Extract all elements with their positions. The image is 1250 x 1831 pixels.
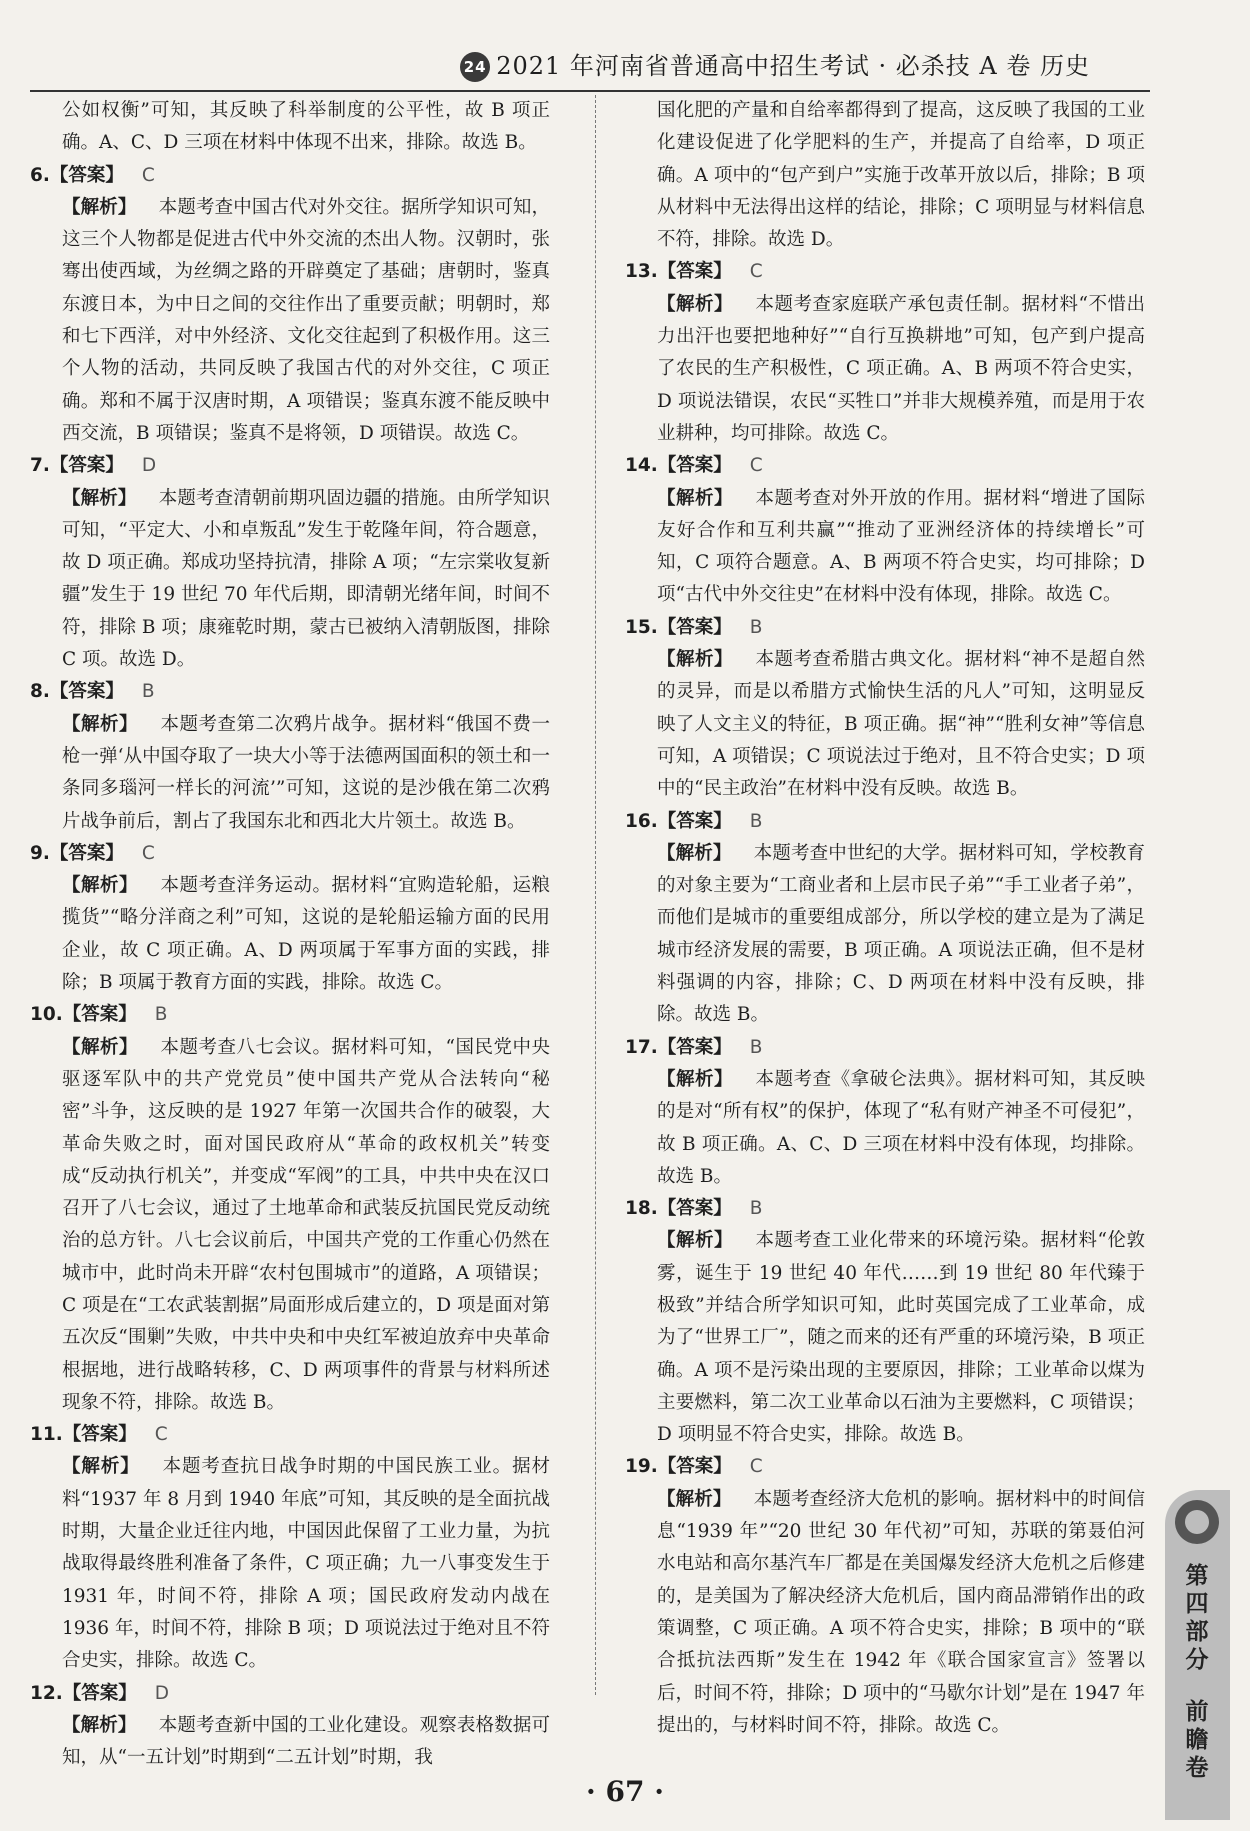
analysis-text: 本题考查抗日战争时期的中国民族工业。据材料“1937 年 8 月到 1940 年底”可知，其反映的是全面抗战时期，大量企业迁往内地，中国因此保留了工业力量，为抗战取得最终胜利准备了条件，C 项正确；九一八事变发生于 1931 年，时间不符，排除 A 项；国民政府发动内战在 1936 年，时间不符，排除 B 项；D 项说法过于绝对且不符合史实，排除。故选 C。 (62, 1456, 550, 1672)
analysis-paragraph (30, 192, 550, 450)
answer-label: 【答案】 (657, 810, 732, 832)
analysis-paragraph (625, 644, 1145, 805)
answer-value: B (749, 1198, 763, 1220)
analysis-text: 本题考查工业化带来的环境污染。据材料“伦敦雾，诞生于 19 世纪 40 年代……到 19 世纪 80 年代臻于极致”并结合所学知识可知，此时英国完成了工业革命，成为了“世界工厂”，随之而来的还有严重的环境污染，B 项正确。A 项不是污染出现的主要原因，排除；工业革命以煤为主要燃料，第二次工业革命以石油为主要燃料，C 项错误；D 项明显不符合史实，排除。故选 B。 (657, 1230, 1145, 1446)
analysis-label: 【解析】 (62, 1456, 140, 1478)
question-block (625, 1032, 1145, 1193)
analysis-text: 本题考查家庭联产承包责任制。据材料“不惜出力出汗也要把地种好”“自行互换耕地”可知，包产到户提高了农民的生产积极性，C 项正确。A、B 两项不符合史实，D 项说法错误，农民“买牲口”并非大规模养殖，而是用于农业耕种，均可排除。故选 C。 (657, 293, 1145, 444)
question-answer-line (625, 450, 1145, 482)
question-block (625, 612, 1145, 806)
section-side-tab (1165, 1490, 1230, 1820)
analysis-text: 本题考查八七会议。据材料可知，“国民党中央驱逐军队中的共产党党员”使中国共产党从合法转向“秘密”斗争，这反映的是 1927 年第一次国共合作的破裂，大革命失败之时，面对国民政府从“革命的政权机关”转变成“反动执行机关”，并变成“军阀”的工具，中共中央在汉口召开了八七会议，通过了土地革命和武装反抗国民党反动统治的总方针。八七会议前后，中国共产党的工作重心仍然在城市中，此时尚未开辟“农村包围城市”的道路，A 项错误；C 项是在“工农武装割据”局面形成后建立的，D 项是面对第五次反“围剿”失败，中共中央和中央红军被迫放弃中央革命根据地，进行战略转移，C、D 两项事件的背景与材料所述现象不符，排除。故选 B。 (62, 1036, 550, 1413)
question-block (625, 806, 1145, 1032)
analysis-label: 【解析】 (657, 1230, 734, 1252)
question-block (30, 838, 550, 999)
column-divider (595, 95, 597, 1695)
answer-label: 【答案】 (49, 842, 124, 864)
analysis-label: 【解析】 (657, 293, 734, 315)
answer-value: C (141, 164, 155, 186)
analysis-paragraph (30, 483, 550, 677)
analysis-label: 【解析】 (657, 1488, 732, 1510)
question-answer-line (625, 1193, 1145, 1225)
analysis-paragraph (625, 1064, 1145, 1193)
question-answer-line (30, 1419, 550, 1451)
analysis-label: 【解析】 (62, 1714, 137, 1736)
side-tab-name: 前瞻卷 (1185, 1699, 1209, 1781)
question-answer-line (30, 1678, 550, 1710)
answer-label: 【答案】 (657, 1198, 732, 1220)
series-badge: 24 (460, 52, 490, 82)
analysis-label: 【解析】 (62, 875, 139, 897)
question-block (625, 1193, 1145, 1451)
answer-value: B (749, 810, 763, 832)
answer-value: B (749, 1036, 763, 1058)
question-block (30, 1678, 550, 1775)
header-title: 2021 年河南省普通高中招生考试 · 必杀技 A 卷 历史 (496, 52, 1090, 80)
continued-text: 公如权衡”可知，其反映了科举制度的公平性，故 B 项正确。A、C、D 三项在材料中体现不出来，排除。故选 B。 (62, 100, 550, 154)
question-answer-line (30, 999, 550, 1031)
question-number: 12. (30, 1682, 63, 1704)
question-answer-line (625, 806, 1145, 838)
question-block (30, 1419, 550, 1677)
analysis-text: 本题考查新中国的工业化建设。观察表格数据可知，从“一五计划”时期到“二五计划”时期，我 (62, 1714, 550, 1769)
question-answer-line (625, 256, 1145, 288)
question-number: 14. (625, 455, 658, 477)
question-number: 17. (625, 1036, 658, 1058)
question-answer-line (30, 450, 550, 482)
question-block (30, 676, 550, 837)
answer-label: 【答案】 (49, 164, 124, 186)
page-number: · 67 · (586, 1775, 664, 1808)
analysis-text: 本题考查中国古代对外交往。据所学知识可知，这三个人物都是促进古代中外交流的杰出人物。汉朝时，张骞出使西域，为丝绸之路的开辟奠定了基础；唐朝时，鉴真东渡日本，为中日之间的交往作出了重要贡献；明朝时，郑和七下西洋，对中外经济、文化交往起到了积极作用。这三个人物的活动，共同反映了我国古代的对外交往，C 项正确。郑和不属于汉唐时期，A 项错误；鉴真东渡不能反映中西交流，B 项错误；鉴真不是将领，D 项错误。故选 C。 (62, 196, 550, 444)
analysis-text: 本题考查清朝前期巩固边疆的措施。由所学知识可知，“平定大、小和卓叛乱”发生于乾隆年间，符合题意，故 D 项正确。郑成功坚持抗清，排除 A 项；“左宗棠收复新疆”发生于 19 世纪 70 年代后期，即清朝光绪年间，时间不符，排除 B 项；康雍乾时期，蒙古已被纳入清朝版图，排除 C 项。故选 D。 (62, 487, 550, 671)
analysis-text: 本题考查希腊古典文化。据材料“神不是超自然的灵异，而是以希腊方式愉快生活的凡人”可知，这明显反映了人文主义的特征，B 项正确。据“神”“胜利女神”等信息可知，A 项错误；C 项说法过于绝对，且不符合史实；D 项中的“民主政治”在材料中没有反映。故选 B。 (657, 649, 1145, 800)
analysis-paragraph (625, 289, 1145, 450)
continued-text: 国化肥的产量和自给率都得到了提高，这反映了我国的工业化建设促进了化学肥料的生产，并提高了自给率，D 项正确。A 项中的“包产到户”实施于改革开放以后，排除；B 项从材料中无法得出这样的结论，排除；C 项明显与材料信息不符，排除。故选 D。 (657, 100, 1145, 251)
answer-value: C (154, 1424, 168, 1446)
answer-label: 【答案】 (62, 1004, 137, 1026)
question-answer-line (625, 1032, 1145, 1064)
question-answer-line (30, 160, 550, 192)
analysis-label: 【解析】 (657, 649, 734, 671)
answer-label: 【答案】 (657, 1036, 732, 1058)
analysis-label: 【解析】 (62, 1036, 139, 1058)
answer-value: C (749, 455, 763, 477)
analysis-label: 【解析】 (657, 842, 732, 864)
target-icon (1175, 1500, 1219, 1544)
question-block (625, 450, 1145, 611)
question-block (625, 1451, 1145, 1742)
answer-label: 【答案】 (49, 455, 124, 477)
question-answer-line (625, 612, 1145, 644)
question-number: 15. (625, 616, 658, 638)
question-number: 10. (30, 1004, 63, 1026)
question-number: 19. (625, 1456, 658, 1478)
question-number: 18. (625, 1198, 658, 1220)
answer-value: C (749, 261, 763, 283)
question-number: 6. (30, 164, 50, 186)
answer-value: B (749, 616, 763, 638)
answer-value: C (749, 1456, 763, 1478)
answer-label: 【答案】 (657, 1456, 732, 1478)
analysis-paragraph (625, 1484, 1145, 1742)
answer-value: C (141, 842, 155, 864)
analysis-paragraph (625, 483, 1145, 612)
analysis-label: 【解析】 (62, 487, 137, 509)
header-title-wrap (460, 46, 1090, 82)
question-block (30, 160, 550, 451)
left-column (30, 95, 550, 1774)
question-block (30, 999, 550, 1419)
analysis-text: 本题考查《拿破仑法典》。据材料可知，其反映的是对“所有权”的保护，体现了“私有财产神圣不可侵犯”，故 B 项正确。A、C、D 三项在材料中没有体现，均排除。故选 B。 (657, 1068, 1145, 1187)
analysis-label: 【解析】 (657, 1068, 734, 1090)
analysis-paragraph (30, 1710, 550, 1775)
answer-label: 【答案】 (657, 616, 732, 638)
question-block (30, 450, 550, 676)
analysis-text: 本题考查经济大危机的影响。据材料中的时间信息“1939 年”“20 世纪 30 年代初”可知，苏联的第聂伯河水电站和高尔基汽车厂都是在美国爆发经济大危机之后修建的，是美国为了解决经济大危机后，国内商品滞销作出的政策调整，C 项正确。A 项不符合史实，排除；B 项中的“联合抵抗法西斯”发生在 1942 年《联合国家宣言》签署以后，时间不符，排除；D 项中的“马歇尔计划”是在 1947 年提出的，与材料时间不符，排除。故选 C。 (657, 1488, 1145, 1736)
question-answer-line (30, 838, 550, 870)
analysis-text: 本题考查中世纪的大学。据材料可知，学校教育的对象主要为“工商业者和上层市民子弟”“手工业者子弟”，而他们是城市的重要组成部分，所以学校的建立是为了满足城市经济发展的需要，B 项正确。A 项说法正确，但不是材料强调的内容，排除；C、D 两项在材料中没有反映，排除。故选 B。 (657, 842, 1145, 1026)
side-tab-part: 第四部分 (1185, 1563, 1209, 1673)
question-number: 16. (625, 810, 658, 832)
analysis-label: 【解析】 (62, 713, 139, 735)
analysis-label: 【解析】 (657, 487, 734, 509)
analysis-text: 本题考查洋务运动。据材料“宜购造轮船，运粮揽货”“略分洋商之利”可知，这说的是轮船运输方面的民用企业，故 C 项正确。A、D 两项属于军事方面的实践，排除；B 项属于教育方面的实践，排除。故选 C。 (62, 875, 550, 994)
answer-value: B (154, 1004, 168, 1026)
analysis-label: 【解析】 (62, 196, 137, 218)
analysis-paragraph (30, 1451, 550, 1677)
answer-label: 【答案】 (49, 681, 124, 703)
answer-label: 【答案】 (62, 1424, 137, 1446)
answer-value: D (141, 455, 157, 477)
answer-label: 【答案】 (62, 1682, 137, 1704)
answer-value: B (141, 681, 155, 703)
question-answer-line (625, 1451, 1145, 1483)
analysis-paragraph (625, 838, 1145, 1032)
question-number: 13. (625, 261, 658, 283)
analysis-paragraph (30, 870, 550, 999)
question-number: 11. (30, 1424, 63, 1446)
analysis-paragraph (30, 709, 550, 838)
right-column (625, 95, 1145, 1742)
question-answer-line (30, 676, 550, 708)
answer-value: D (154, 1682, 170, 1704)
analysis-paragraph (30, 1032, 550, 1420)
analysis-text: 本题考查对外开放的作用。据材料“增进了国际友好合作和互利共赢”“推动了亚洲经济体的持续增长”可知，C 项符合题意。A、B 两项不符合史实，均可排除；D 项“古代中外交往史”在材料中没有体现，排除。故选 C。 (657, 487, 1145, 606)
question-number: 8. (30, 681, 50, 703)
question-number: 9. (30, 842, 50, 864)
answer-label: 【答案】 (657, 455, 732, 477)
question-number: 7. (30, 455, 50, 477)
analysis-text: 本题考查第二次鸦片战争。据材料“俄国不费一枪一弹‘从中国夺取了一块大小等于法德两国面积的领土和一条同多瑙河一样长的河流’”可知，这说的是沙俄在第二次鸦片战争前后，割占了我国东北和西北大片领土。故选 B。 (62, 713, 550, 832)
question-block (625, 256, 1145, 450)
answer-label: 【答案】 (657, 261, 732, 283)
analysis-paragraph (625, 1225, 1145, 1451)
page-header (30, 40, 1150, 92)
